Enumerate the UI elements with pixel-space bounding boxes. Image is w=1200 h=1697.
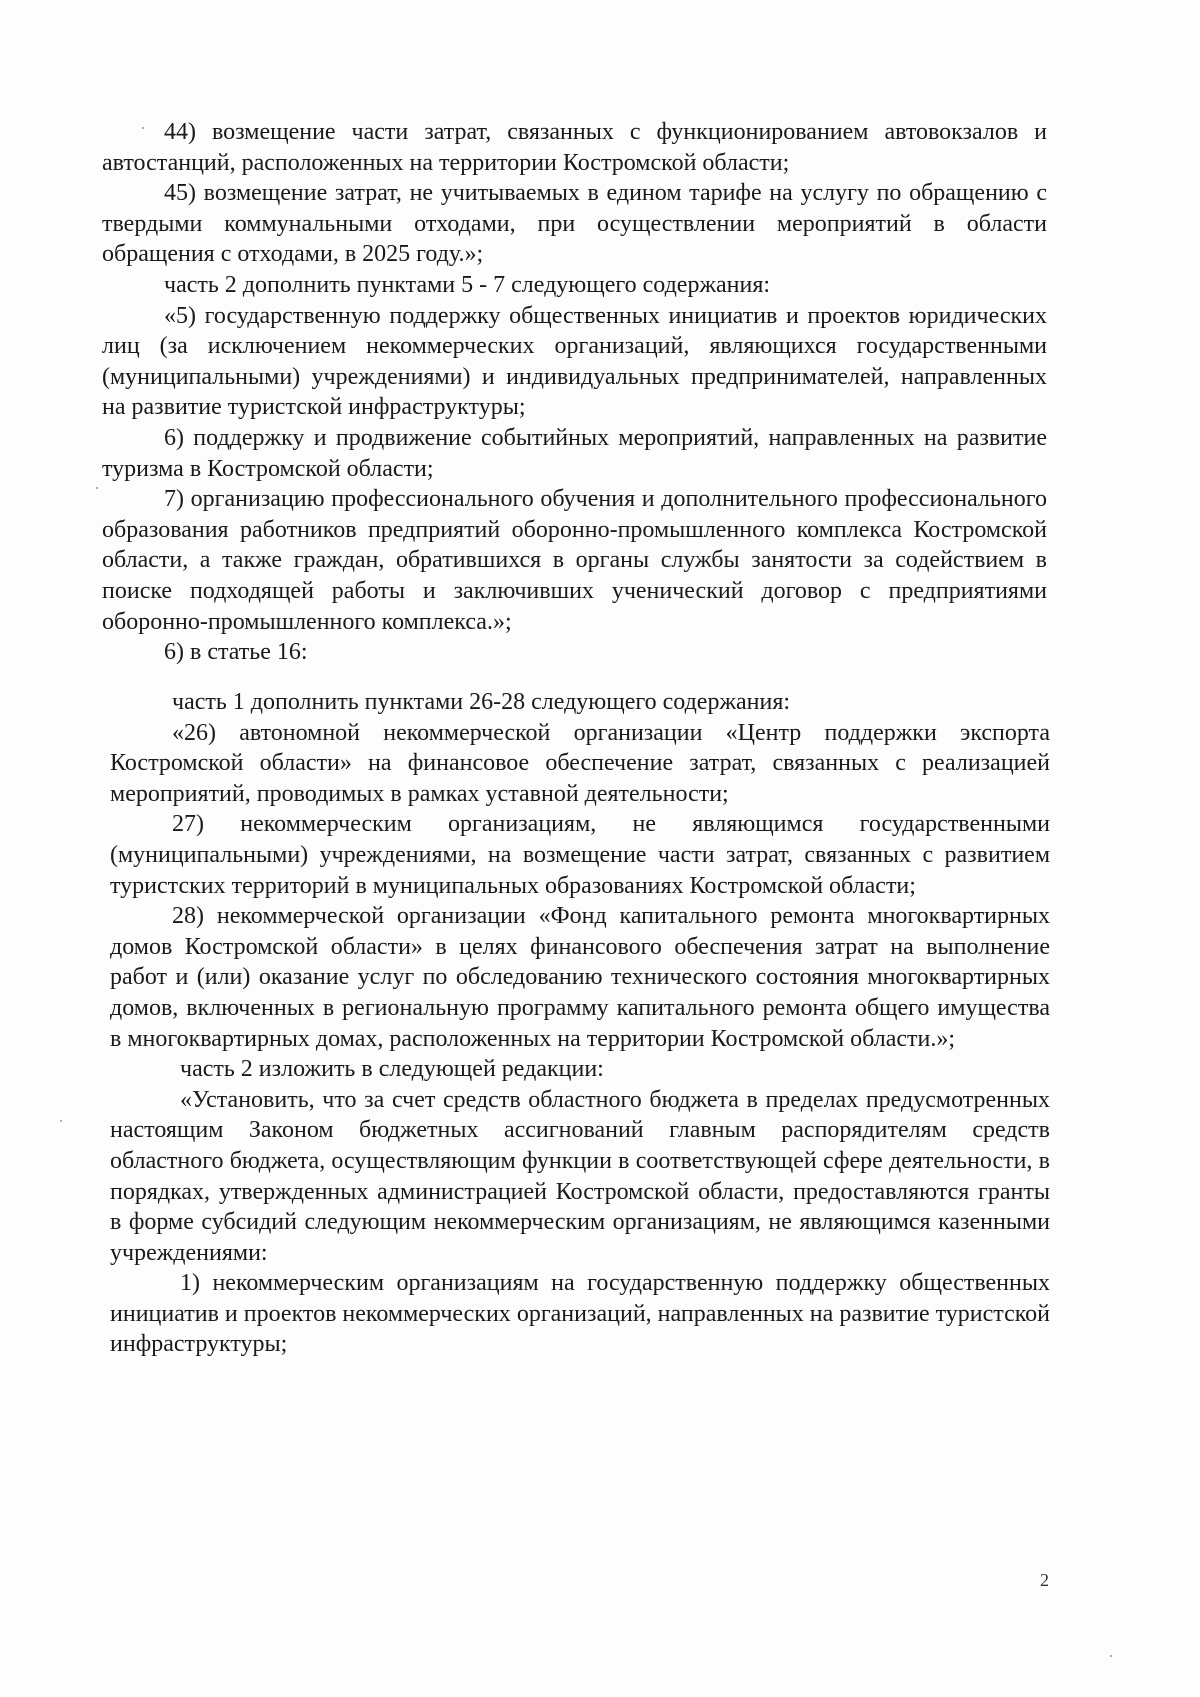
scan-speck	[142, 127, 144, 129]
paragraph-item-27: 27) некоммерческим организациям, не являющимся государственными (муниципальными) учреждениями, на возмещение части затрат, связанных с развитием туристских территорий в муниципальных образованиях Костромской области;	[110, 811, 1050, 899]
paragraph-item-5: «5) государственную поддержку общественных инициатив и проектов юридических лиц (за исключением некоммерческих организаций, являющихся государственными (муниципальными) учреждениями) и индивидуальных предпринимателей, направленных на развитие туристской инфраструктуры;	[102, 302, 1047, 421]
scan-speck	[1110, 1655, 1112, 1657]
document-body-upper	[102, 117, 1047, 668]
paragraph-grant-item-1: 1) некоммерческим организациям на государственную поддержку общественных инициатив и проектов некоммерческих организаций, направленных на развитие туристской инфраструктуры;	[110, 1270, 1050, 1358]
paragraph-part2-edit-intro: часть 2 изложить в следующей редакции:	[180, 1056, 604, 1083]
page-number: 2	[1040, 1570, 1049, 1590]
paragraph-item-6: 6) поддержку и продвижение событийных мероприятий, направленных на развитие туризма в Костромской области;	[102, 424, 1047, 482]
paragraph-item-7: 7) организацию профессионального обучения и дополнительного профессионального образования работников предприятий оборонно-промышленного комплекса Костромской области, а также граждан, обратившихся в органы службы занятости за содействием в поиске подходящей работы и заключивших ученический договор с предприятиями оборонно-промышленного комплекса.»;	[102, 486, 1047, 635]
paragraph-44: 44) возмещение части затрат, связанных с функционированием автовокзалов и автостанций, расположенных на территории Костромской области;	[102, 119, 1047, 176]
paragraph-article-16: 6) в статье 16:	[164, 639, 308, 666]
document-body-lower	[110, 687, 1050, 1360]
scan-speck	[96, 487, 98, 489]
paragraph-item-28: 28) некоммерческой организации «Фонд капитального ремонта многоквартирных домов Костромской области» в целях финансового обеспечения затрат на выполнение работ и (или) оказание услуг по обследованию технического состояния многоквартирных домов, включенных в региональную программу капитального ремонта общего имущества в многоквартирных домах, расположенных на территории Костромской области.»;	[110, 903, 1050, 1052]
scan-speck	[60, 1120, 62, 1122]
paragraph-45: 45) возмещение затрат, не учитываемых в едином тарифе на услугу по обращению с твердыми коммунальными отходами, при осуществлении мероприятий в области обращения с отходами, в 2025 году.»;	[102, 180, 1047, 268]
paragraph-part1-intro: часть 1 дополнить пунктами 26-28 следующего содержания:	[172, 689, 791, 715]
paragraph-part2-intro: часть 2 дополнить пунктами 5 - 7 следующего содержания:	[164, 271, 771, 298]
paragraph-item-26: «26) автономной некоммерческой организации «Центр поддержки экспорта Костромской области» на финансовое обеспечение затрат, связанных с реализацией мероприятий, проводимых в рамках уставной деятельности;	[110, 719, 1050, 807]
paragraph-establish: «Установить, что за счет средств областного бюджета в пределах предусмотренных настоящим Законом бюджетных ассигнований главным распорядителям средств областного бюджета, осуществляющим функции в соответствующей сфере деятельности, в порядках, утвержденных администрацией Костромской области, предоставляются гранты в форме субсидий следующим некоммерческим организациям, не являющимся казенными учреждениями:	[110, 1086, 1050, 1266]
